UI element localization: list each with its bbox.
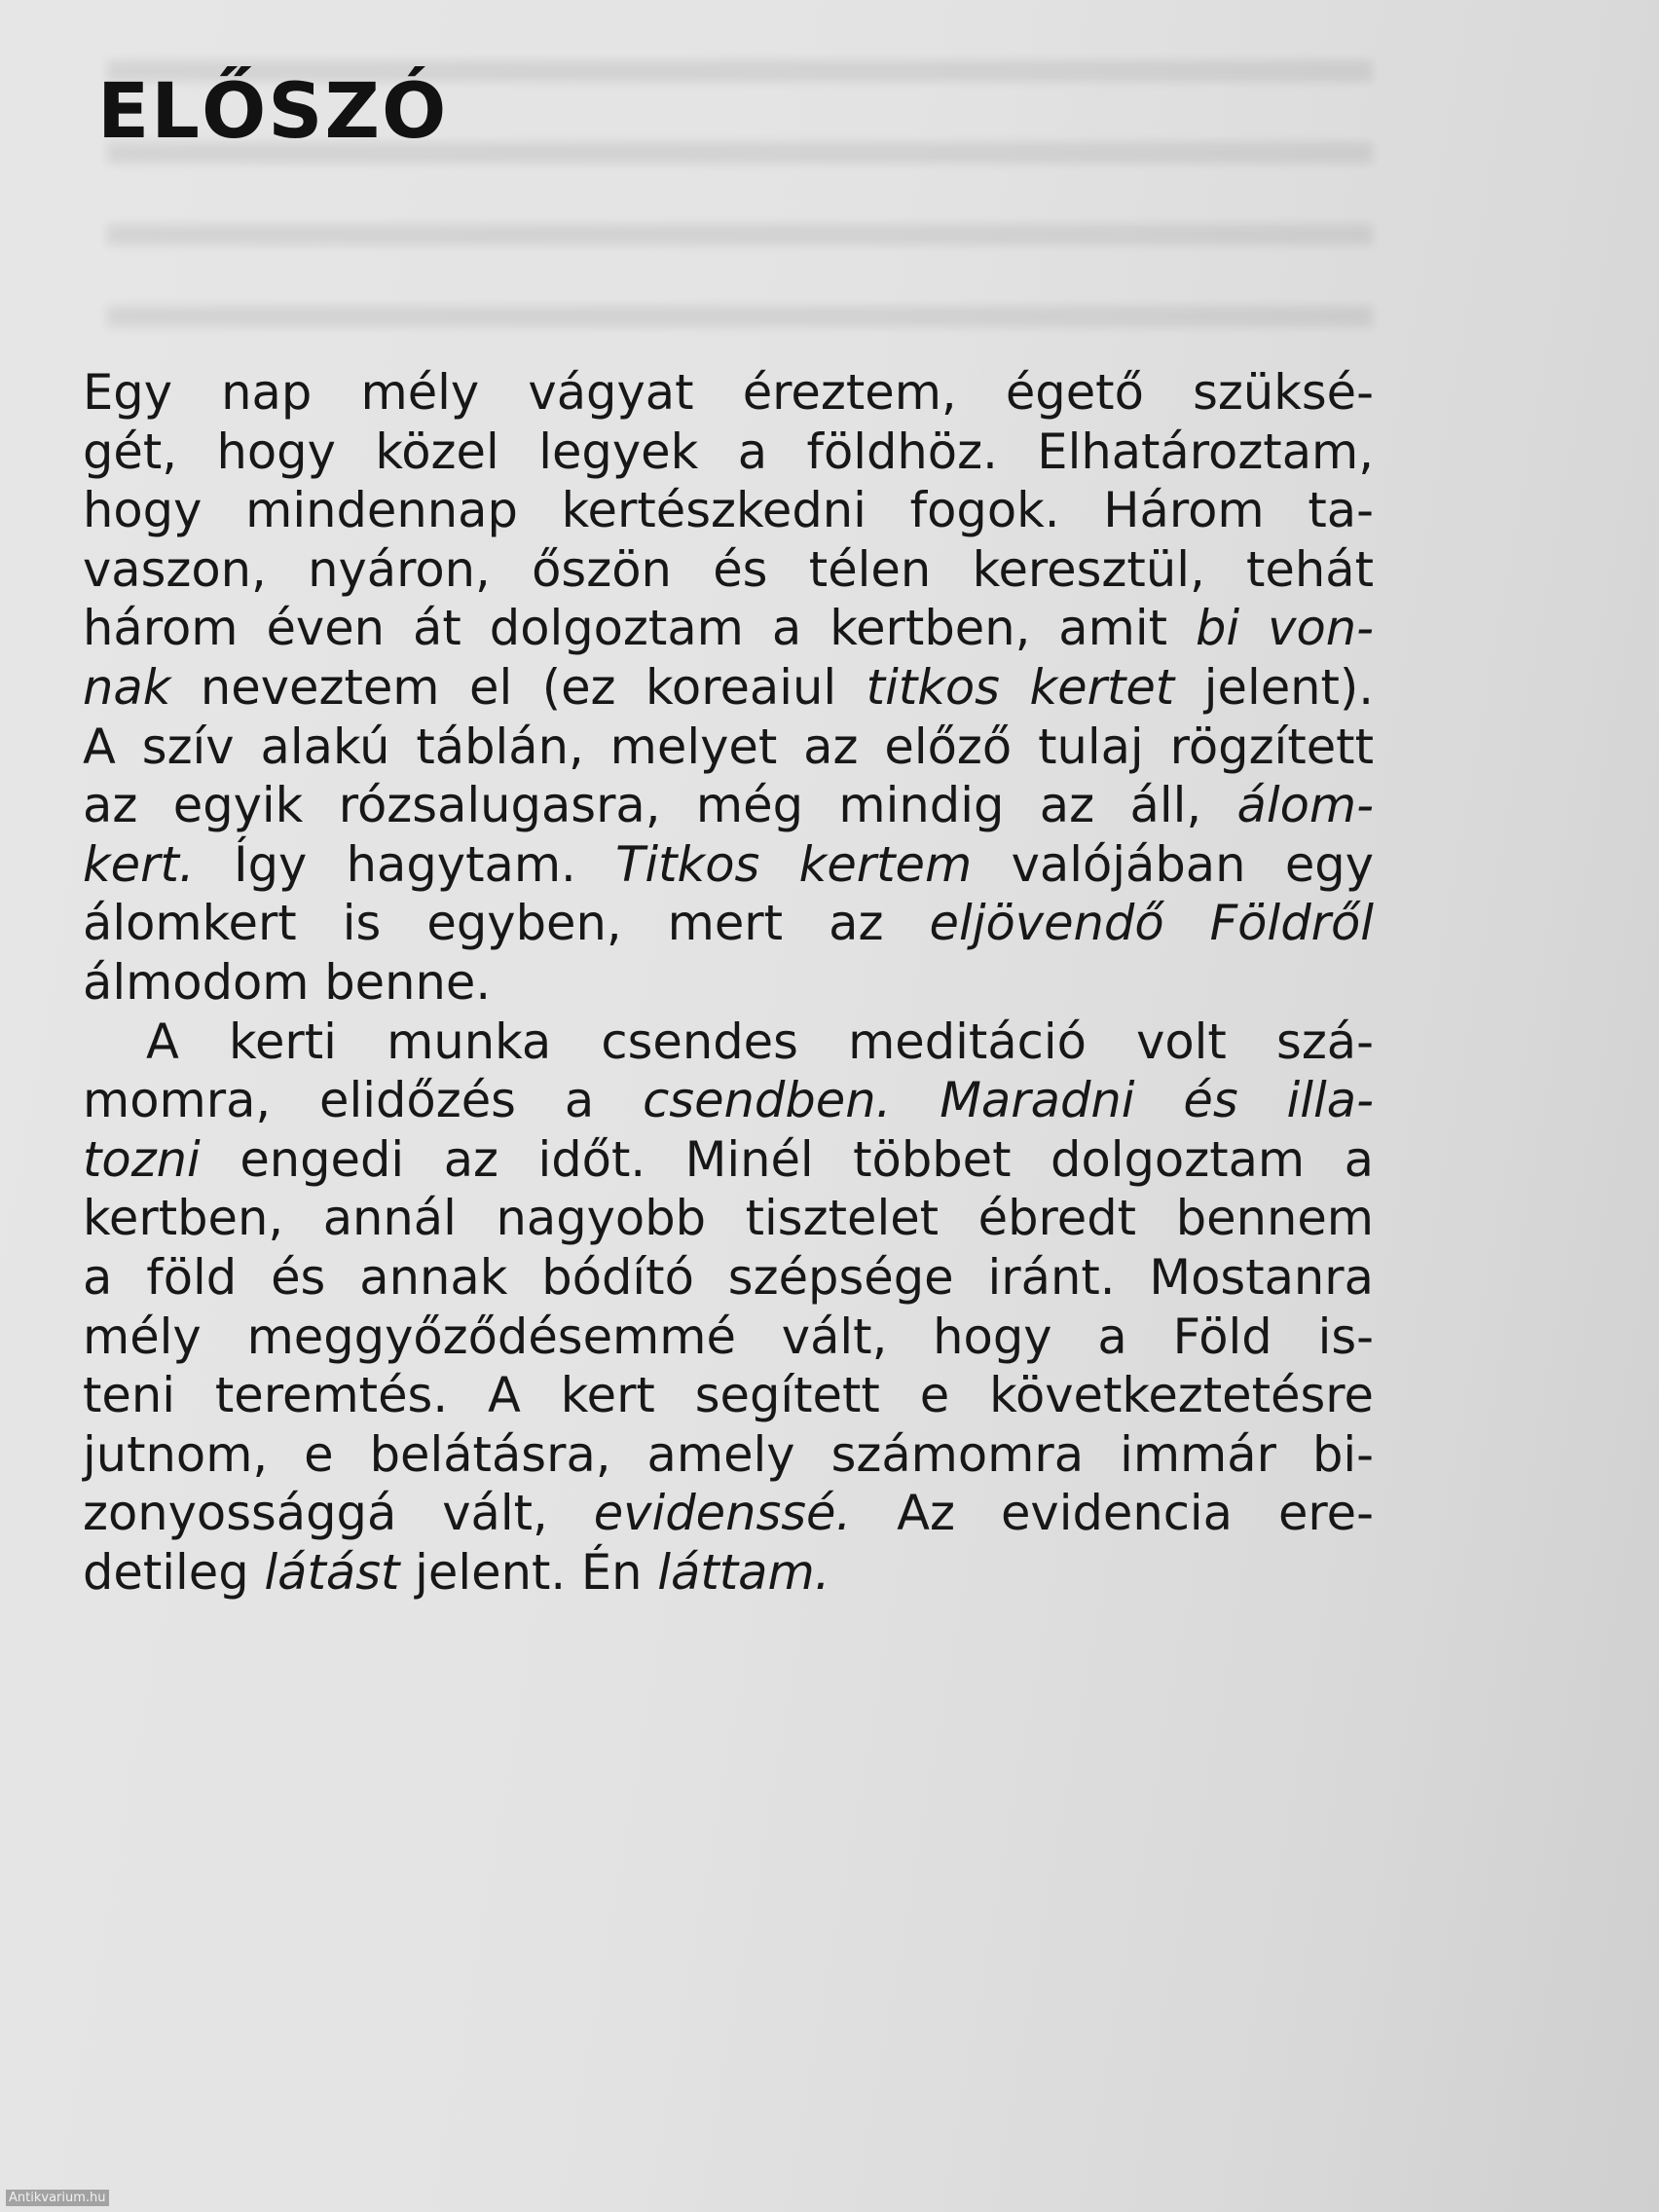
text-run: kertben, annál nagyobb tisztelet ébredt bennem: [83, 1190, 1374, 1247]
text-run: mély meggyőződésemmé vált, hogy a Föld is-: [83, 1308, 1374, 1365]
text-run: engedi az időt. Minél többet dolgoztam a: [200, 1130, 1374, 1188]
text-run: jelent).: [1174, 659, 1374, 716]
text-run: álmodom benne.: [83, 954, 492, 1011]
text-run: jelent. Én: [399, 1544, 658, 1601]
text-run: A szív alakú táblán, melyet az előző tulaj rögzített: [83, 718, 1374, 775]
text-run: valójában egy: [972, 835, 1374, 893]
italic-text: csendben. Maradni és illa-: [643, 1072, 1374, 1129]
italic-text: bi von-: [1196, 600, 1374, 657]
text-run: teni teremtés. A kert segített e következtetésre: [83, 1367, 1374, 1424]
italic-text: eljövendő Földről: [929, 895, 1374, 952]
page-title: ELŐSZÓ: [97, 68, 449, 156]
text-run: az egyik rózsalugasra, még mindig az áll,: [83, 777, 1237, 834]
italic-text: kert.: [83, 835, 195, 893]
watermark: Antikvarium.hu: [6, 2190, 109, 2206]
italic-text: titkos kertet: [866, 659, 1175, 716]
text-run: momra, elidőzés a: [83, 1072, 644, 1129]
text-run: álomkert is egyben, mert az: [83, 895, 930, 952]
text-run: jutnom, e belátásra, amely számomra immár bi-: [83, 1425, 1374, 1483]
italic-text: láttam.: [657, 1544, 830, 1601]
italic-text: nak: [83, 659, 171, 716]
text-run: vaszon, nyáron, őszön és télen keresztül, tehát: [83, 540, 1374, 598]
text-run: A kerti munka csendes meditáció volt szá-: [146, 1013, 1374, 1070]
text-run: Így hagytam.: [194, 835, 616, 893]
text-run: Az evidencia ere-: [851, 1485, 1374, 1542]
text-run: detileg: [83, 1544, 265, 1601]
italic-text: evidenssé.: [593, 1485, 852, 1542]
text-run: gét, hogy közel legyek a földhöz. Elhatároztam,: [83, 423, 1374, 480]
text-run: hogy mindennap kertészkedni fogok. Három ta-: [83, 482, 1374, 539]
text-run: három éven át dolgoztam a kertben, amit: [83, 600, 1197, 657]
text-run: neveztem el (ez koreaiul: [170, 659, 866, 716]
italic-text: Titkos kertem: [615, 835, 973, 893]
italic-text: tozni: [83, 1130, 201, 1188]
text-run: zonyossággá vált,: [83, 1485, 594, 1542]
text-line: [83, 1537, 830, 1607]
italic-text: látást: [264, 1544, 400, 1601]
text-run: Egy nap mély vágyat éreztem, égető szüksé-: [83, 364, 1374, 421]
italic-text: álom-: [1236, 777, 1374, 834]
text-run: a föld és annak bódító szépsége iránt. Mostanra: [83, 1249, 1374, 1306]
